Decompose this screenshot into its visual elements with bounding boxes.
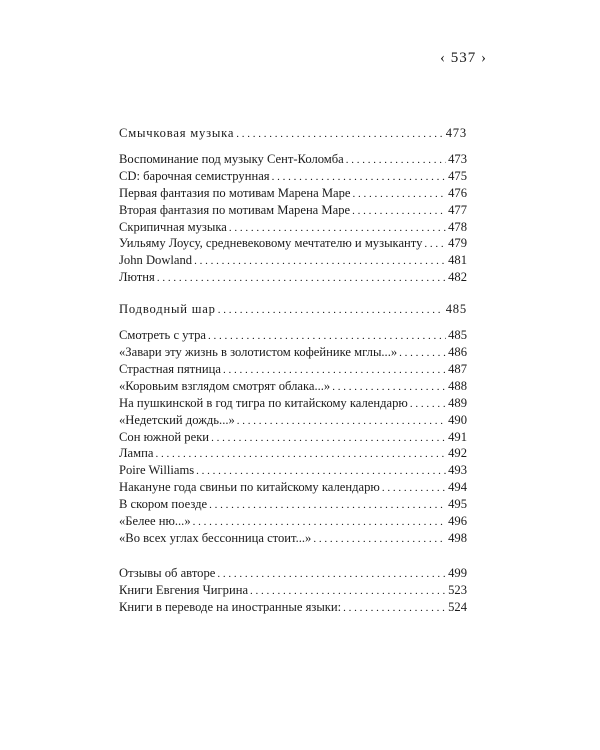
entry-page: 481 [448, 253, 467, 268]
entry-title: Уильяму Лоусу, средневековому мечтателю и музыканту [119, 236, 423, 251]
toc-section-bowed-music [119, 126, 467, 287]
entry-title: Poire Williams [119, 463, 195, 478]
toc-entry [119, 220, 467, 237]
toc-entry [119, 379, 467, 396]
toc-entry [119, 345, 467, 362]
entry-page: 499 [448, 565, 467, 580]
entry-page: 490 [448, 412, 467, 427]
toc-entry [119, 446, 467, 463]
entry-title: John Dowland [119, 253, 193, 268]
entry-page: 477 [448, 202, 467, 217]
dot-leader [410, 397, 446, 413]
entry-title: Сон южной реки [119, 429, 210, 444]
toc-entry [119, 253, 467, 270]
dot-leader [382, 481, 446, 497]
entry-page: 496 [448, 514, 467, 529]
toc-entry [119, 497, 467, 514]
entry-page: 491 [448, 429, 467, 444]
entry-title: Смотреть с утра [119, 328, 207, 343]
entry-page: 482 [448, 270, 467, 285]
toc-entry [119, 270, 467, 287]
entry-title: Страстная пятница [119, 361, 221, 376]
entry-page: 488 [448, 378, 467, 393]
dot-leader [194, 254, 446, 270]
dot-leader [193, 515, 446, 531]
dot-leader [332, 380, 446, 396]
dot-leader [237, 414, 446, 430]
entry-title: Накануне года свиньи по китайскому календарю [119, 480, 380, 495]
entry-title: «Недетский дождь...» [119, 412, 235, 427]
entry-title: Скрипичная музыка [119, 219, 227, 234]
toc-entry [119, 362, 467, 379]
section-page: 473 [445, 126, 467, 140]
entry-page: 523 [448, 582, 467, 597]
page-number: ‹ 537 › [440, 50, 487, 66]
toc-entry [119, 236, 467, 253]
entry-page: 487 [448, 361, 467, 376]
entry-title: CD: барочная семиструнная [119, 168, 270, 183]
entry-page: 489 [448, 395, 467, 410]
toc-entry [119, 566, 467, 583]
dot-leader [217, 567, 446, 583]
dot-leader [343, 601, 446, 617]
entry-title: Вторая фантазия по мотивам Марена Маре [119, 202, 351, 217]
entry-page: 494 [448, 480, 467, 495]
entry-title: «Во всех углах бессонница стоит...» [119, 530, 312, 545]
entry-title: Книги в переводе на иностранные языки: [119, 599, 342, 614]
entry-title: Воспоминание под музыку Сент-Коломба [119, 151, 344, 166]
dot-leader [229, 221, 446, 237]
entry-title: В скором поезде [119, 497, 208, 512]
entry-page: 493 [448, 463, 467, 478]
entry-page: 475 [448, 168, 467, 183]
dot-leader [211, 431, 446, 447]
entry-title: Лампа [119, 446, 154, 461]
entry-page: 486 [448, 344, 467, 359]
entry-page: 485 [448, 328, 467, 343]
dot-leader [313, 532, 446, 548]
toc-entry [119, 480, 467, 497]
entry-title: Лютня [119, 270, 155, 285]
dot-leader [208, 329, 446, 345]
entry-title: «Коровьим взглядом смотрят облака...» [119, 378, 331, 393]
dot-leader [353, 187, 447, 203]
dot-leader [236, 127, 443, 143]
toc-entry [119, 169, 467, 186]
toc-entry [119, 328, 467, 345]
dot-leader [346, 153, 446, 169]
toc-entry [119, 531, 467, 548]
section-heading [119, 126, 467, 143]
entry-title: Отзывы об авторе [119, 565, 216, 580]
dot-leader [250, 584, 446, 600]
entry-page: 479 [448, 236, 467, 251]
entry-page: 492 [448, 446, 467, 461]
entry-title: На пушкинской в год тигра по китайскому календарю [119, 395, 408, 410]
dot-leader [155, 447, 446, 463]
dot-leader [218, 303, 444, 319]
dot-leader [399, 346, 446, 362]
dot-leader [223, 363, 446, 379]
entry-title: Первая фантазия по мотивам Марена Маре [119, 185, 351, 200]
dot-leader [272, 170, 447, 186]
dot-leader [196, 464, 446, 480]
toc-entry [119, 186, 467, 203]
entry-page: 476 [448, 185, 467, 200]
toc-entry [119, 396, 467, 413]
entry-page: 478 [448, 219, 467, 234]
toc-section-appendix [119, 566, 467, 617]
dot-leader [424, 237, 446, 253]
entry-title: «Белее ню...» [119, 514, 191, 529]
dot-leader [157, 271, 446, 287]
toc-entry [119, 583, 467, 600]
section-heading [119, 302, 467, 319]
entry-title: Книги Евгения Чигрина [119, 582, 249, 597]
toc-entry [119, 430, 467, 447]
section-page: 485 [445, 302, 467, 317]
toc-entry [119, 463, 467, 480]
dot-leader [209, 498, 446, 514]
table-of-contents [119, 126, 467, 632]
entry-page: 473 [448, 151, 467, 166]
section-title: Смычковая музыка [119, 126, 235, 140]
toc-entry [119, 413, 467, 430]
toc-entry [119, 514, 467, 531]
entry-page: 524 [448, 599, 467, 614]
entry-page: 498 [448, 530, 467, 545]
entry-page: 495 [448, 497, 467, 512]
entry-title: «Завари эту жизнь в золотистом кофейнике мглы...» [119, 344, 398, 359]
toc-section-underwater-sphere [119, 302, 467, 548]
toc-entry [119, 203, 467, 220]
dot-leader [352, 204, 446, 220]
toc-entry [119, 152, 467, 169]
toc-entry [119, 600, 467, 617]
section-title: Подводный шар [119, 302, 216, 317]
